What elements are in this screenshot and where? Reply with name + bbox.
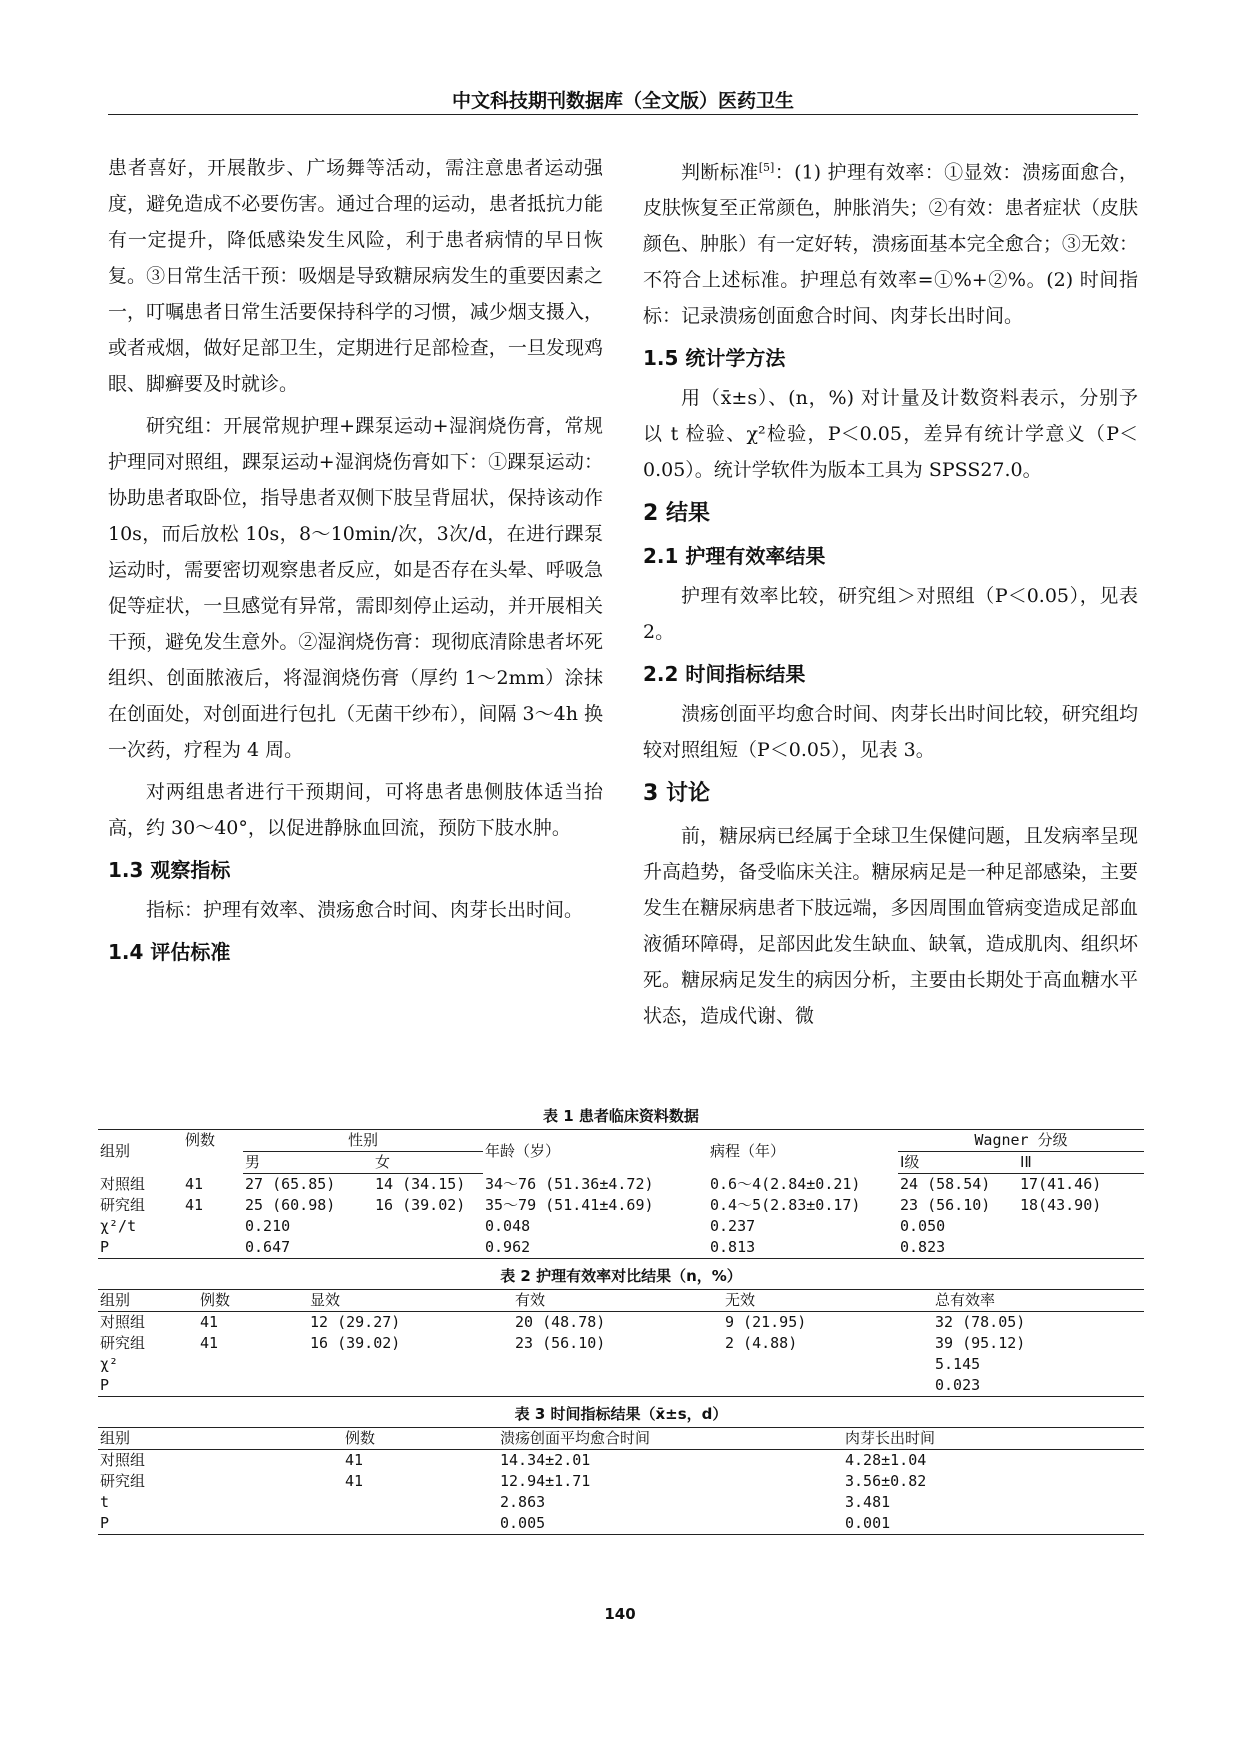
table-cell [343,1492,498,1513]
table1-body [98,1174,1144,1259]
left-column [108,150,603,974]
left-paragraph-4: 指标：护理有效率、溃疡愈合时间、肉芽长出时间。 [146,899,584,921]
left-paragraph-3: 对两组患者进行干预期间，可将患者患侧肢体适当抬高，约 30～40°，以促进静脉血回流，预防下肢水肿。 [108,781,603,839]
table-cell: 0.005 [500,1514,546,1532]
section-1-5-heading: 1.5 统计学方法 [643,346,786,371]
table-cell: 研究组 [100,1196,146,1214]
table2-body [98,1312,1144,1397]
table-cell: 0.962 [485,1238,531,1256]
table3-header-row [98,1428,1144,1450]
table-header-cell: 例数 [198,1290,308,1312]
table-cell: P [100,1376,110,1394]
right-paragraph-3: 护理有效率比较，研究组＞对照组（P＜0.05），见表 2。 [643,585,1138,644]
table-cell: 0.001 [845,1514,891,1532]
table-row [98,1216,1144,1237]
table-cell [198,1375,308,1397]
table-cell: 0.823 [900,1238,946,1256]
table-cell: 14.34±2.01 [500,1451,591,1469]
reference-5: [5] [758,161,775,174]
table-cell [183,1237,243,1259]
table-cell: 41 [185,1196,204,1214]
table-cell [308,1375,513,1397]
table-cell [723,1375,933,1397]
table-cell: 0.237 [710,1217,756,1235]
table-header-cell: 显效 [308,1290,513,1312]
left-paragraph-1: 患者喜好，开展散步、广场舞等活动，需注意患者运动强度，避免造成不必要伤害。通过合理的运动，患者抵抗力能有一定提升，降低感染发生风险，利于患者病情的早日恢复。③日常生活干预：吸烟是导致糖尿病发生的重要因素之一，叮嘱患者日常生活要保持科学的习惯，减少烟支摄入，或者戒烟，做好足部卫生，定期进行足部检查，一旦发现鸡眼、脚癣要及时就诊。 [108,157,603,395]
table-row [98,1174,1144,1196]
section-2-2-heading: 2.2 时间指标结果 [643,662,806,687]
table-cell [183,1216,243,1237]
table-cell: 0.4～5(2.83±0.17) [710,1196,861,1214]
table-cell: 研究组 [100,1334,146,1352]
table-cell: 0.048 [485,1217,531,1235]
table-cell: 20 (48.78) [515,1313,606,1331]
table-cell: 41 [345,1451,364,1469]
table-cell: 对照组 [100,1313,146,1331]
table-cell: 12 (29.27) [310,1313,401,1331]
table1-h-w1: Ⅰ级 [898,1152,1018,1174]
table-cell [1018,1216,1144,1237]
section-1-4-heading: 1.4 评估标准 [108,940,231,964]
table-header-cell: 有效 [513,1290,723,1312]
section-2-heading: 2 结果 [643,501,710,527]
table-header-cell: 总有效率 [933,1290,1144,1312]
table-cell: P [100,1238,110,1256]
table1-h-male: 男 [243,1152,373,1174]
table-cell: 14 (34.15) [375,1175,466,1193]
table-cell: χ² [100,1355,119,1373]
right-paragraph-5: 前，糖尿病已经属于全球卫生保健问题，且发病率呈现升高趋势，备受临床关注。糖尿病足是一种足部感染，主要发生在糖尿病患者下肢远端，多因周围血管病变造成足部血液循环障碍，足部因此发生缺血、缺氧，造成肌肉、组织坏死。糖尿病足发生的病因分析，主要由长期处于高血糖水平状态，造成代谢、微 [643,825,1138,1028]
table-cell [1018,1237,1144,1259]
section-1-3-heading: 1.3 观察指标 [108,858,231,882]
table-cell: t [100,1493,110,1511]
table-cell [343,1513,498,1535]
table-cell: 0.813 [710,1238,756,1256]
table-cell: 34～76 (51.36±4.72) [485,1174,654,1193]
table-cell: 16 (39.02) [375,1196,466,1214]
table-cell: 3.56±0.82 [845,1472,927,1490]
table-row [98,1450,1144,1472]
table2-header-row [98,1290,1144,1312]
table2 [98,1289,1144,1397]
table-row [98,1195,1144,1216]
table3-body [98,1450,1144,1535]
table1-h-female: 女 [373,1152,483,1174]
table-cell: 41 [345,1472,364,1490]
table-cell: 对照组 [100,1174,146,1193]
tables-area [98,1103,1144,1535]
table1-h-w2: ⅠⅡ [1018,1152,1144,1174]
table1-h-sex: 性别 [243,1130,483,1152]
section-2-1-heading: 2.1 护理有效率结果 [643,544,826,569]
table-cell: 2.863 [500,1493,546,1511]
table-cell: 41 [200,1334,219,1352]
table-cell: 32 (78.05) [935,1313,1026,1331]
table-cell: 17(41.46) [1020,1175,1102,1193]
table1-h-cases: 例数 [185,1131,216,1149]
table-cell [513,1354,723,1375]
table-row [98,1513,1144,1535]
table-cell: 0.6～4(2.84±0.21) [710,1174,861,1193]
table-cell: 0.050 [900,1217,946,1235]
table3-caption: 表 3 时间指标结果（x̄±s，d） [514,1405,728,1423]
table-header-cell: 溃疡创面平均愈合时间 [498,1428,843,1450]
table-cell: P [100,1514,110,1532]
table-cell: χ²/t [100,1217,137,1235]
table-cell: 27 (65.85) [245,1175,336,1193]
table-cell: 41 [200,1313,219,1331]
table-cell: 25 (60.98) [245,1196,336,1214]
table-cell: 对照组 [100,1451,146,1469]
right-paragraph-4: 溃疡创面平均愈合时间、肉芽长出时间比较，研究组均较对照组短（P＜0.05），见表 3。 [643,703,1138,762]
right-paragraph-2: 用（x̄±s）、(n，%) 对计量及计数资料表示，分别予以 t 检验、χ²检验，P＜0.05，差异有统计学意义（P＜0.05）。统计学软件为版本工具为 SPSS27.0。 [643,387,1138,482]
table-cell [513,1375,723,1397]
right-paragraph-1 [643,150,1138,334]
table2-caption: 表 2 护理有效率对比结果（n，%） [500,1267,742,1285]
table-cell: 研究组 [100,1472,146,1490]
table-cell: 39 (95.12) [935,1334,1026,1352]
table1-h-wagner: Wagner 分级 [898,1130,1144,1152]
table-cell: 5.145 [935,1355,981,1373]
table-cell: 0.023 [935,1376,981,1394]
table-cell [723,1354,933,1375]
table-header-cell: 组别 [98,1290,198,1312]
table-cell: 35～79 (51.41±4.69) [485,1196,654,1214]
table-cell: 0.647 [245,1238,291,1256]
table1-caption: 表 1 患者临床资料数据 [543,1107,699,1125]
table-row [98,1333,1144,1354]
table-row [98,1375,1144,1397]
table-cell: 4.28±1.04 [845,1451,927,1469]
header-rule [108,114,1138,115]
table-cell: 23 (56.10) [900,1196,991,1214]
table-cell: 2 (4.88) [725,1334,798,1352]
table-cell: 3.481 [845,1493,891,1511]
table-cell [308,1354,513,1375]
table1-header-row-1 [98,1130,1144,1152]
table-header-cell: 例数 [343,1428,498,1450]
right-column [643,150,1138,1040]
table-header-cell: 肉芽长出时间 [843,1428,1144,1450]
table-cell: 9 (21.95) [725,1313,807,1331]
table1-h-age: 年龄（岁） [485,1142,561,1161]
journal-header: 中文科技期刊数据库（全文版）医药卫生 [451,90,794,112]
section-3-heading: 3 讨论 [643,781,710,807]
table-row [98,1237,1144,1259]
table-cell: 16 (39.02) [310,1334,401,1352]
table-cell: 12.94±1.71 [500,1472,591,1490]
left-paragraph-2: 研究组：开展常规护理+踝泵运动+湿润烧伤膏，常规护理同对照组，踝泵运动+湿润烧伤膏如下：①踝泵运动：协助患者取卧位，指导患者双侧下肢呈背屈状，保持该动作 10s，而后放松 10s，8～10min/次，3次/d，在进行踝泵运动时，需要密切观察患者反应，如是否存在头晕、呼吸急促等症状，一旦感觉有异常，需即刻停止运动，并开展相关干预，避免发生意外。②湿润烧伤膏：现彻底清除患者坏死组织、创面脓液后，将湿润烧伤膏（厚约 1～2mm）涂抹在创面处，对创面进行包扎（无菌干纱布），间隔 3～4h 换一次药，疗程为 4 周。 [108,415,603,761]
table-row [98,1492,1144,1513]
table-cell [198,1354,308,1375]
table-cell: 0.210 [245,1217,291,1235]
table-row [98,1354,1144,1375]
page-number: 140 [604,1605,636,1623]
table-header-cell: 组别 [98,1428,343,1450]
table-row [98,1312,1144,1334]
criteria-text: ：(1) 护理有效率：①显效：溃疡面愈合，皮肤恢复至正常颜色，肿胀消失；②有效：患者症状（皮肤颜色、肿胀）有一定好转，溃疡面基本完全愈合；③无效：不符合上述标准。护理总有效率=①%+②%。(2) 时间指标：记录溃疡创面愈合时间、肉芽长出时间。 [643,161,1138,328]
table-cell [373,1216,483,1237]
table-cell: 18(43.90) [1020,1196,1102,1214]
table-cell: 23 (56.10) [515,1334,606,1352]
criteria-label: 判断标准 [681,161,759,184]
table-row [98,1471,1144,1492]
table1-h-course: 病程（年） [710,1142,786,1161]
table-cell: 24 (58.54) [900,1175,991,1193]
table1 [98,1129,1144,1259]
table-header-cell: 无效 [723,1290,933,1312]
table-cell: 41 [185,1174,204,1193]
table-cell [373,1237,483,1259]
table1-h-group: 组别 [100,1142,131,1161]
table3 [98,1427,1144,1535]
